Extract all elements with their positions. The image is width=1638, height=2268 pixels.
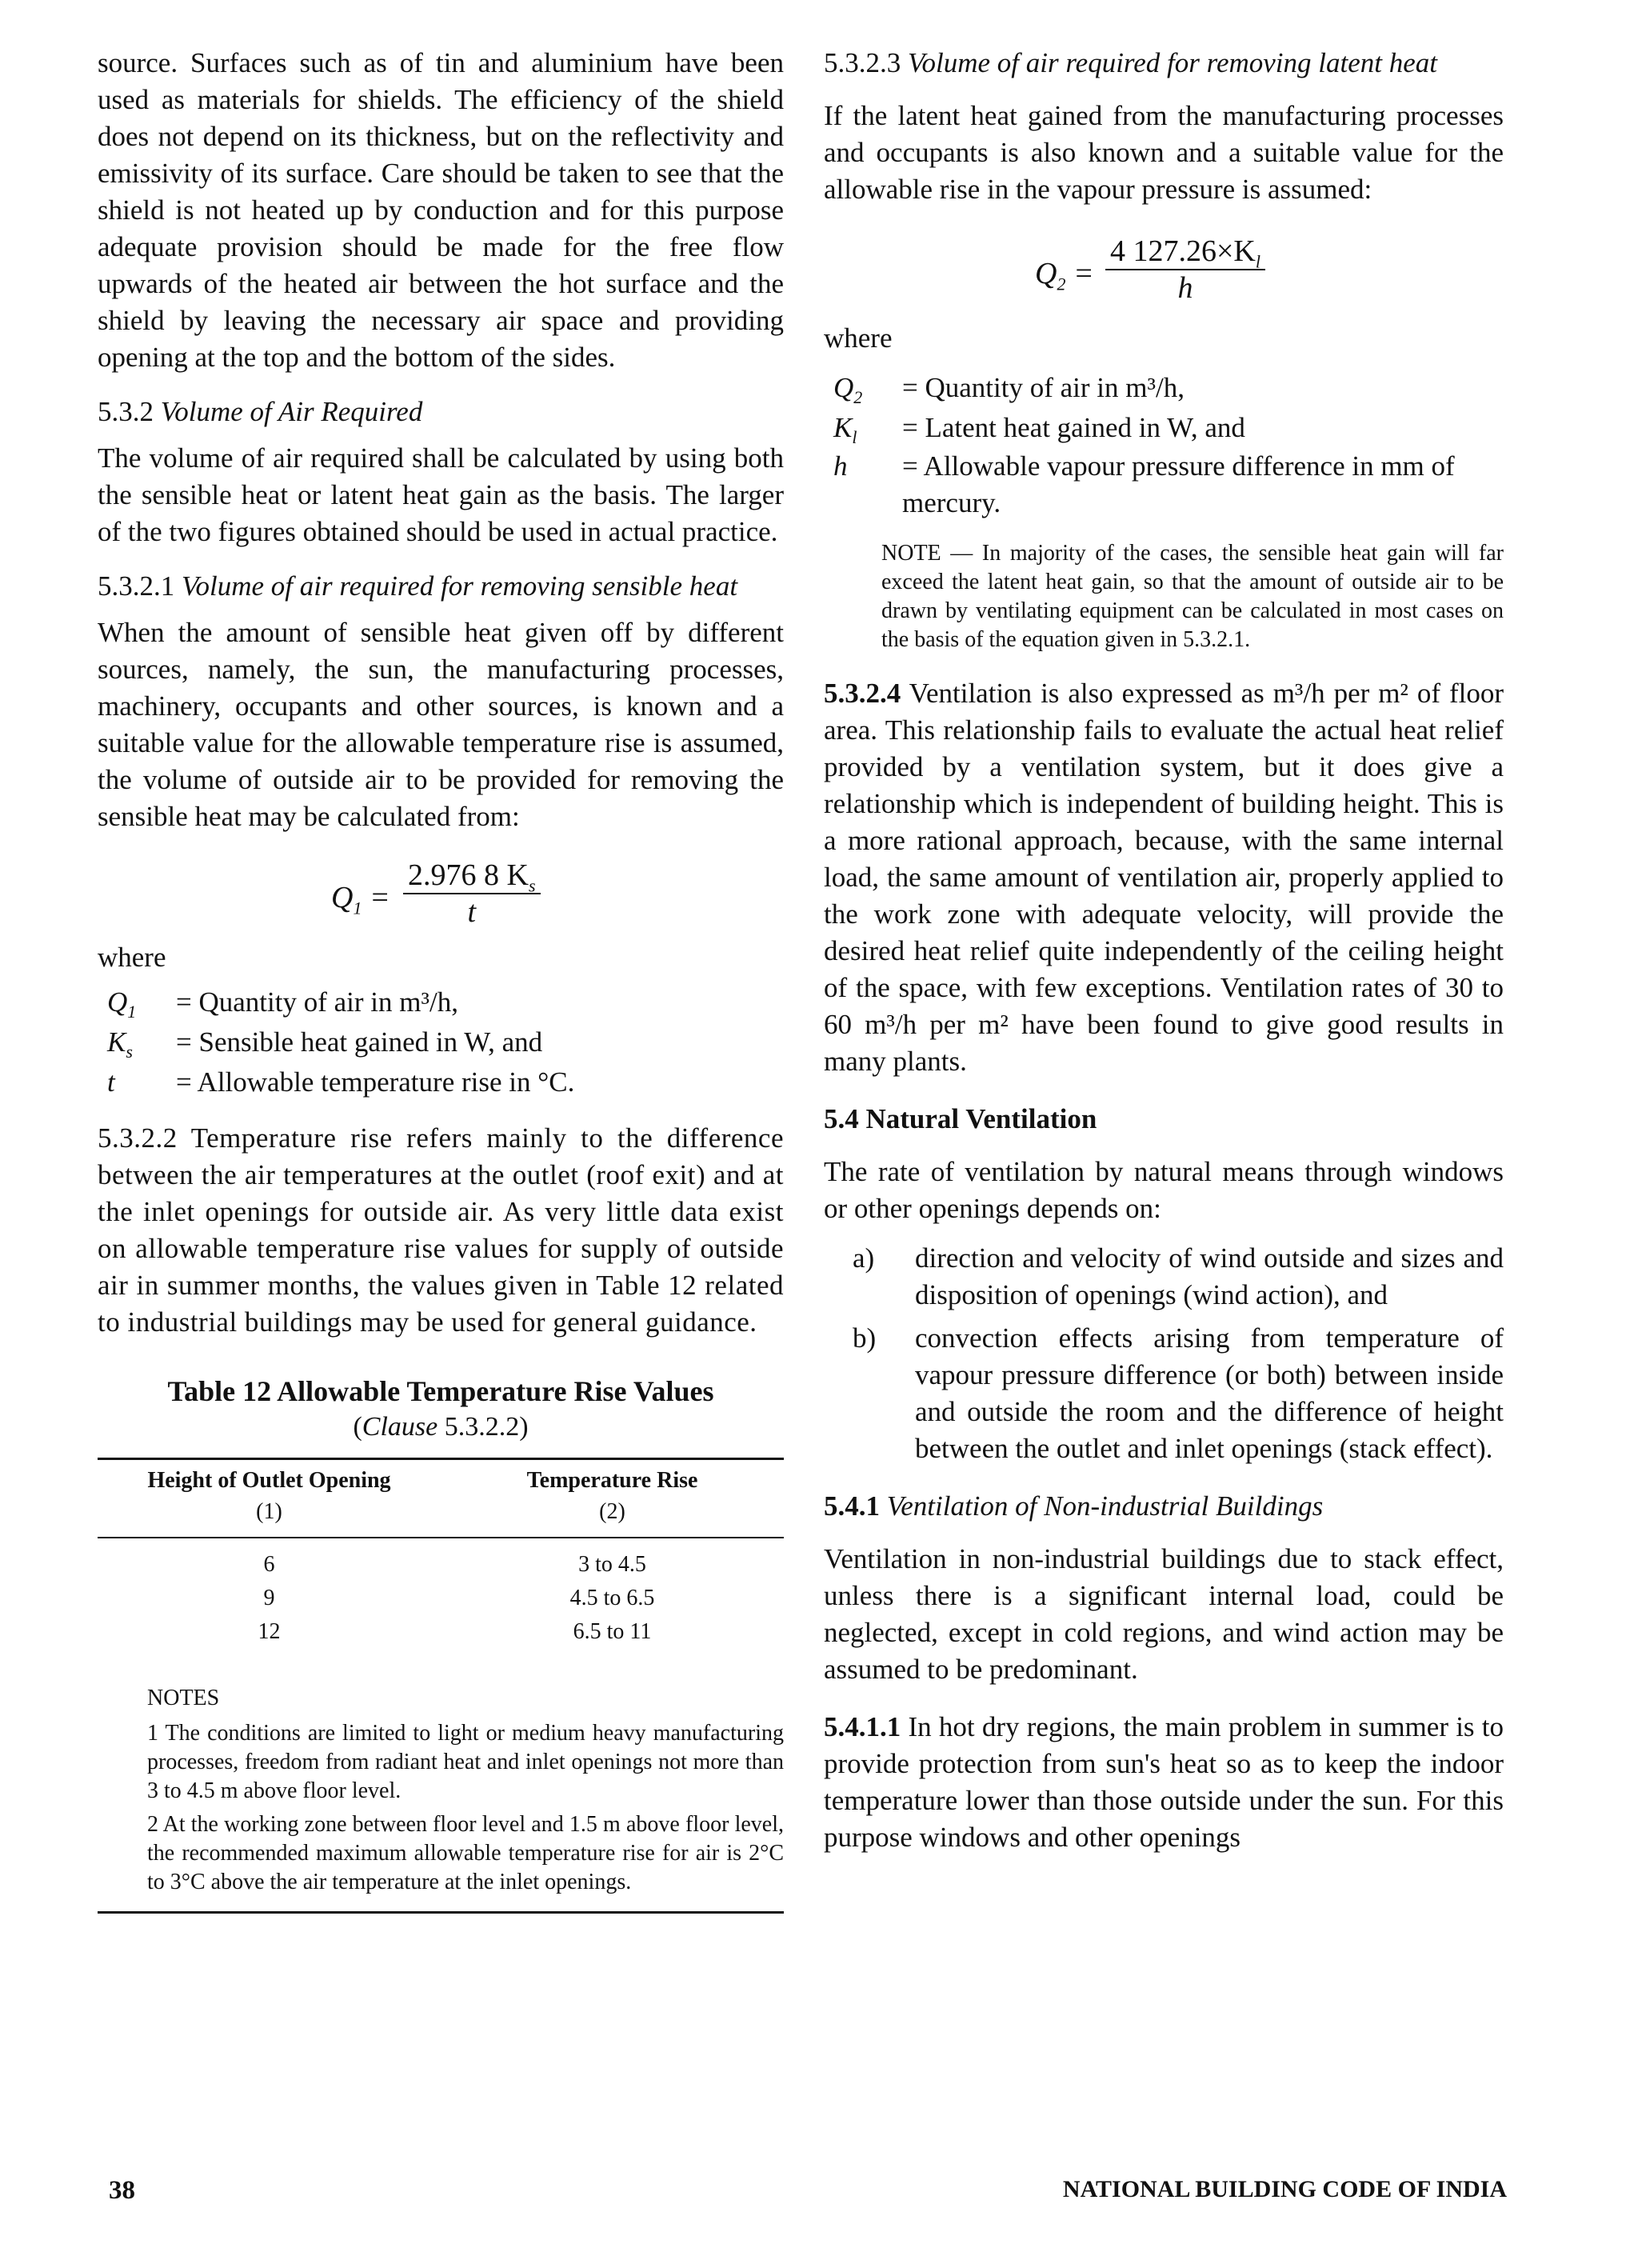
equation-denominator: h [1177, 271, 1193, 305]
table-column-number-row [98, 1495, 784, 1538]
table-cell-height: 12 [258, 1619, 281, 1644]
definition-row [98, 982, 784, 1022]
definition-symbol: t [107, 1066, 115, 1098]
heading-number: 5.4.1.1 [824, 1711, 901, 1742]
definition-row [98, 1062, 784, 1102]
left-column [98, 45, 784, 1914]
table-row [98, 1615, 784, 1649]
equation-fraction [1105, 234, 1265, 306]
heading-number: 5.3.2.1 [98, 570, 175, 602]
table-cell-height: 9 [263, 1586, 275, 1610]
paragraph-natural-ventilation: The rate of ventilation by natural means through windows or other openings depends on: [824, 1156, 1504, 1224]
paragraph-volume-air: The volume of air required shall be calculated by using both the sensible heat or latent heat gain as the basis. The larger of the two figures obtained should be used in actual practice. [98, 442, 784, 547]
paragraph-temperature-rise [98, 1120, 784, 1341]
table-row [98, 1582, 784, 1615]
paragraph-sensible-heat: When the amount of sensible heat given off by different sources, namely, the sun, the manufacturing processes, machinery, occupants and other sources, is known and a suitable value for the allowable temperature rise is assumed, the volume of outside air to be provided for removing the sensible heat may be calculated from: [98, 617, 784, 832]
list-item [824, 1240, 1504, 1314]
table-notes [98, 1684, 784, 1897]
note-latent-sensible: NOTE — In majority of the cases, the sensible heat gain will far exceed the latent heat gain, so that the amount of outside air to be drawn by ventilating equipment can be calculated in most cases on the basis of the equation given in 5.3.2.1. [881, 541, 1504, 652]
definition-row [98, 1022, 784, 1062]
factors-list [824, 1240, 1504, 1467]
table-bottom-rule [98, 1911, 784, 1914]
table-row [98, 1538, 784, 1582]
paragraph-shield: source. Surfaces such as of tin and aluminium have been used as materials for shields. The efficiency of the shield does not depend on its thickness, but on the reflectivity and emissivity of its surface. Care should be taken to see that the shield is not heated up by conduction and for this purpose adequate provision should be made for the free flow upwards of the heated air between the hot surface and the shield by leaving the necessary air space and providing opening at the top and the bottom of the sides. [98, 47, 784, 373]
paragraph-text: Ventilation is also expressed as m³/h per m² of floor area. This relationship fails to evaluate the actual heat relief provided by a ventilation system, but it does give a relationship which is independent of building height. This is a more rational approach, because, with the same internal load, the same amount of ventilation air, properly applied to the work zone with adequate velocity, will provide the desired heat relief quite independently of the ceiling height of the space, with few exceptions. Ventilation rates of 30 to 60 m³/h per m² have been found to give good results in many plants. [824, 678, 1504, 1077]
list-item [824, 1320, 1504, 1467]
definition-row [824, 368, 1504, 408]
notes-title: NOTES [147, 1686, 220, 1710]
definition-symbol: $Q_2$ [833, 372, 863, 407]
heading-5-3-2-3 [824, 45, 1504, 82]
column-header-height: Height of Outlet Opening [147, 1468, 391, 1493]
table-note-2: 2 At the working zone between floor level and 1.5 m above floor level, the recommended maximum allowable temperature rise for air is 2°C to 3°C above the air temperature at the inlet openings. [147, 1812, 784, 1894]
equation-q2 [824, 208, 1504, 320]
heading-number: 5.4.1 [824, 1490, 880, 1522]
definition-symbol: h [833, 450, 848, 482]
right-column [824, 45, 1504, 1856]
heading-number: 5.3.2.3 [824, 47, 901, 78]
definition-symbol: $K_s$ [107, 1026, 133, 1062]
heading-5-3-2 [98, 394, 784, 430]
list-item-text: convection effects arising from temperature of vapour pressure difference (or both) between inside and outside the room and the difference of height between the outlet and inlet openings (stack effect). [915, 1322, 1504, 1464]
paragraph-text: Temperature rise refers mainly to the difference between the air temperatures at the outlet (roof exit) and at the inlet openings for outside air. As very little data exist on allowable temperature rise values for supply of outside air in summer months, the values given in Table 12 related to industrial buildings may be used for general guidance. [98, 1122, 784, 1338]
where-label: where [824, 322, 893, 354]
heading-number: 5.3.2.2 [98, 1122, 178, 1154]
column-header-rise: Temperature Rise [526, 1468, 698, 1493]
equation-numerator: 4 $127.26\times K_l$ [1105, 234, 1265, 270]
paragraph-latent-heat: If the latent heat gained from the manufacturing processes and occupants is also known and a suitable value for the allowable rise in the vapour pressure is assumed: [824, 100, 1504, 205]
table-clause: (Clause 5.3.2.2) [353, 1412, 529, 1442]
list-item-text: direction and velocity of wind outside and sizes and disposition of openings (wind action), and [915, 1242, 1504, 1310]
list-item-label: a) [853, 1242, 875, 1274]
paragraph-text: In hot dry regions, the main problem in summer is to provide protection from sun's heat so as to keep the indoor temperature lower than those outside under the sun. For this purpose windows and other openings [824, 1711, 1504, 1853]
definition-text: = Allowable temperature rise in °C. [176, 1066, 575, 1098]
equation-denominator: t [467, 895, 477, 929]
definition-text: = Quantity of air in m³/h, [902, 372, 1185, 403]
page-number: 38 [109, 2176, 135, 2205]
column-number: (2) [441, 1495, 784, 1538]
paragraph-non-industrial: Ventilation in non-industrial buildings due to stack effect, unless there is a significant internal load, could be neglected, except in cold regions, and wind action may be assumed to be predominant. [824, 1543, 1504, 1685]
heading-natural-ventilation: 5.4 Natural Ventilation [824, 1103, 1097, 1134]
table-cell-rise: 4.5 to 6.5 [569, 1586, 655, 1610]
paragraph-hot-dry-regions [824, 1709, 1504, 1856]
definitions-list-q2 [824, 368, 1504, 522]
column-number: (1) [98, 1495, 441, 1538]
equation-lhs: $Q_2$ = [1035, 257, 1094, 294]
equation-fraction [403, 858, 541, 930]
equation-lhs: $Q_1$ = [331, 881, 390, 918]
definition-row [824, 448, 1504, 522]
definition-symbol: $K_l$ [833, 412, 857, 447]
heading-number: 5.3.2.4 [824, 678, 901, 709]
heading-number: 5.3.2 [98, 396, 154, 427]
footer-title: NATIONAL BUILDING CODE OF INDIA [1062, 2176, 1507, 2202]
table-title: Table 12 Allowable Temperature Rise Values [167, 1375, 714, 1407]
where-label: where [98, 942, 166, 973]
heading-title: Ventilation of Non-industrial Buildings [886, 1490, 1324, 1522]
definition-row [824, 408, 1504, 448]
definition-text: = Latent heat gained in W, and [902, 412, 1245, 443]
definition-text: = Sensible heat gained in W, and [176, 1026, 543, 1058]
heading-title: Volume of air required for removing sensible heat [182, 570, 738, 602]
temperature-rise-table [98, 1460, 784, 1649]
table-cell-rise: 3 to 4.5 [578, 1552, 646, 1577]
list-item-label: b) [853, 1322, 877, 1354]
heading-5-3-2-1 [98, 568, 784, 605]
definition-symbol: $Q_1$ [107, 986, 137, 1022]
equation-numerator: 2.976 8 $K_s$ [403, 858, 541, 894]
definitions-list-q1 [98, 982, 784, 1102]
heading-5-4-1 [824, 1488, 1504, 1525]
table-cell-rise: 6.5 to 11 [573, 1619, 652, 1644]
definition-text: = Allowable vapour pressure difference in mm of mercury. [902, 450, 1455, 518]
equation-q1 [98, 835, 784, 939]
table-cell-height: 6 [263, 1552, 275, 1577]
table-header-row [98, 1460, 784, 1495]
heading-title: Volume of Air Required [160, 396, 423, 427]
definition-text: = Quantity of air in m³/h, [176, 986, 458, 1018]
table-note-1: 1 The conditions are limited to light or medium heavy manufacturing processes, freedom from radiant heat and inlet openings not more than 3 to 4.5 m above floor level. [147, 1721, 784, 1803]
heading-title: Volume of air required for removing latent heat [908, 47, 1437, 78]
paragraph-ventilation-rate [824, 675, 1504, 1080]
